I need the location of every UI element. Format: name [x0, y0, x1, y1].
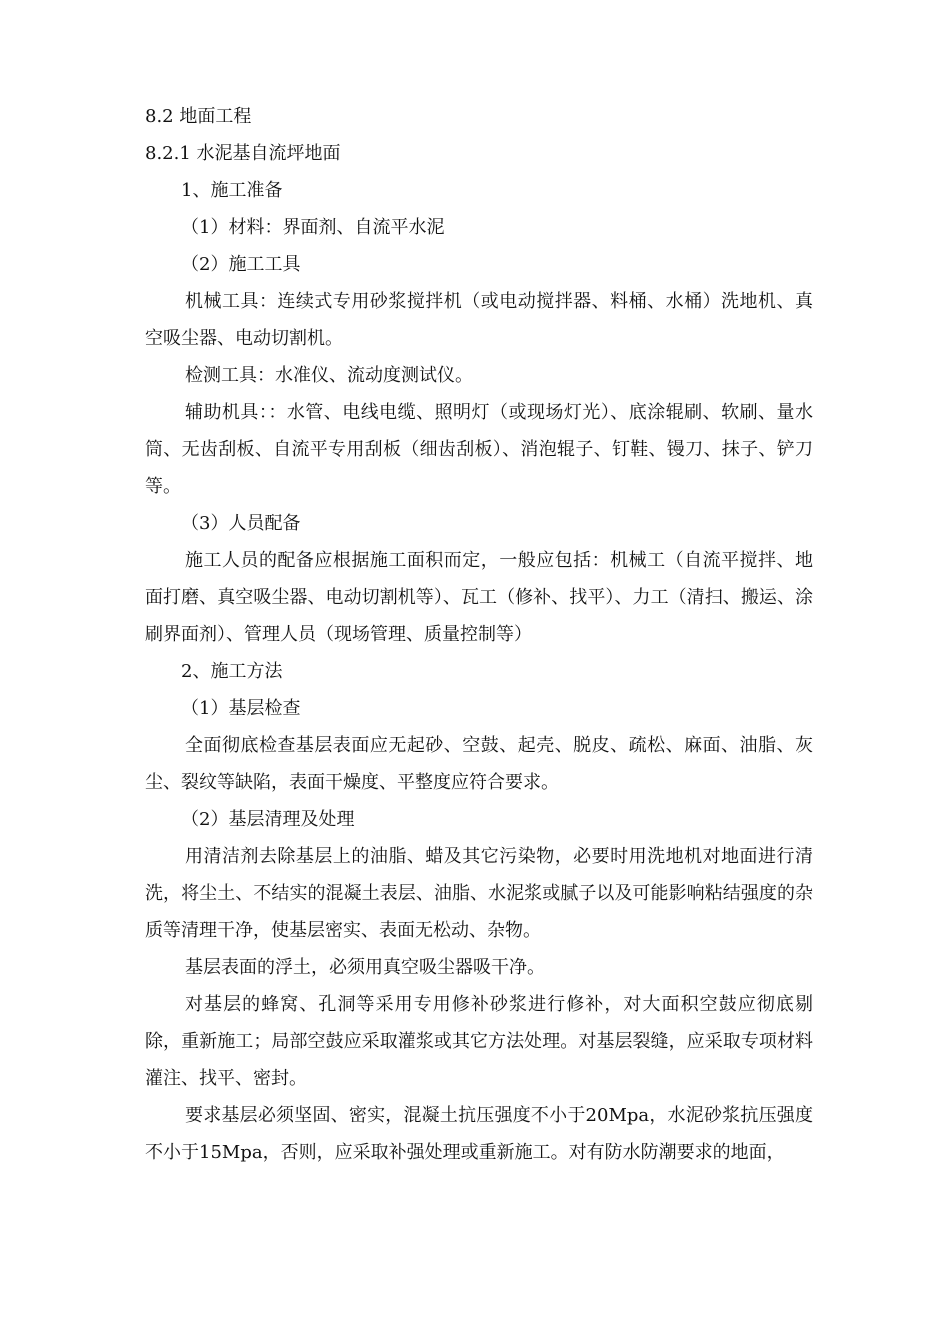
- item-base-inspection-heading: （1）基层检查: [181, 698, 301, 719]
- item-base-cleaning-heading: （2）基层清理及处理: [181, 809, 355, 830]
- item-staffing-heading: （3）人员配备: [181, 513, 301, 534]
- step-heading: 1、施工准备: [181, 180, 283, 201]
- paragraph-repair: 对基层的蜂窝、孔洞等采用专用修补砂浆进行修补，对大面积空鼓应彻底剔除，重新施工；局部空鼓应采取灌浆或其它方法处理。对基层裂缝，应采取专项材料灌注、找平、密封。: [145, 994, 813, 1089]
- section-heading: 8.2 地面工程: [145, 106, 252, 127]
- paragraph-strength-requirements: 要求基层必须坚固、密实，混凝土抗压强度不小于20Mpa，水泥砂浆抗压强度不小于15Mpa，否则，应采取补强处理或重新施工。对有防水防潮要求的地面，: [145, 1105, 813, 1163]
- paragraph-dust-removal: 基层表面的浮土，必须用真空吸尘器吸干净。: [185, 957, 545, 978]
- paragraph-base-inspection: 全面彻底检查基层表面应无起砂、空鼓、起壳、脱皮、疏松、麻面、油脂、灰尘、裂纹等缺陷，表面干燥度、平整度应符合要求。: [145, 735, 813, 793]
- item-tools-heading: （2）施工工具: [181, 254, 301, 275]
- paragraph-staffing: 施工人员的配备应根据施工面积而定，一般应包括：机械工（自流平搅拌、地面打磨、真空吸尘器、电动切割机等）、瓦工（修补、找平）、力工（清扫、搬运、涂刷界面剂）、管理人员（现场管理、质量控制等）: [145, 550, 813, 645]
- subsection-heading: 8.2.1 水泥基自流坪地面: [145, 143, 341, 164]
- document-body: [145, 98, 813, 1171]
- item-materials: （1）材料：界面剂、自流平水泥: [181, 217, 445, 238]
- step-heading: 2、施工方法: [181, 661, 283, 682]
- paragraph-testing-tools: 检测工具：水准仪、流动度测试仪。: [185, 365, 473, 386]
- paragraph-base-cleaning: 用清洁剂去除基层上的油脂、蜡及其它污染物，必要时用洗地机对地面进行清洗，将尘土、不结实的混凝土表层、油脂、水泥浆或腻子以及可能影响粘结强度的杂质等清理干净，使基层密实、表面无松动、杂物。: [145, 846, 813, 941]
- paragraph-auxiliary-tools: 辅助机具：：水管、电线电缆、照明灯（或现场灯光）、底涂辊刷、软刷、量水筒、无齿刮板、自流平专用刮板（细齿刮板）、消泡辊子、钉鞋、镘刀、抹子、铲刀等。: [145, 402, 813, 497]
- paragraph-mechanical-tools: 机械工具：连续式专用砂浆搅拌机（或电动搅拌器、料桶、水桶）洗地机、真空吸尘器、电动切割机。: [145, 291, 813, 349]
